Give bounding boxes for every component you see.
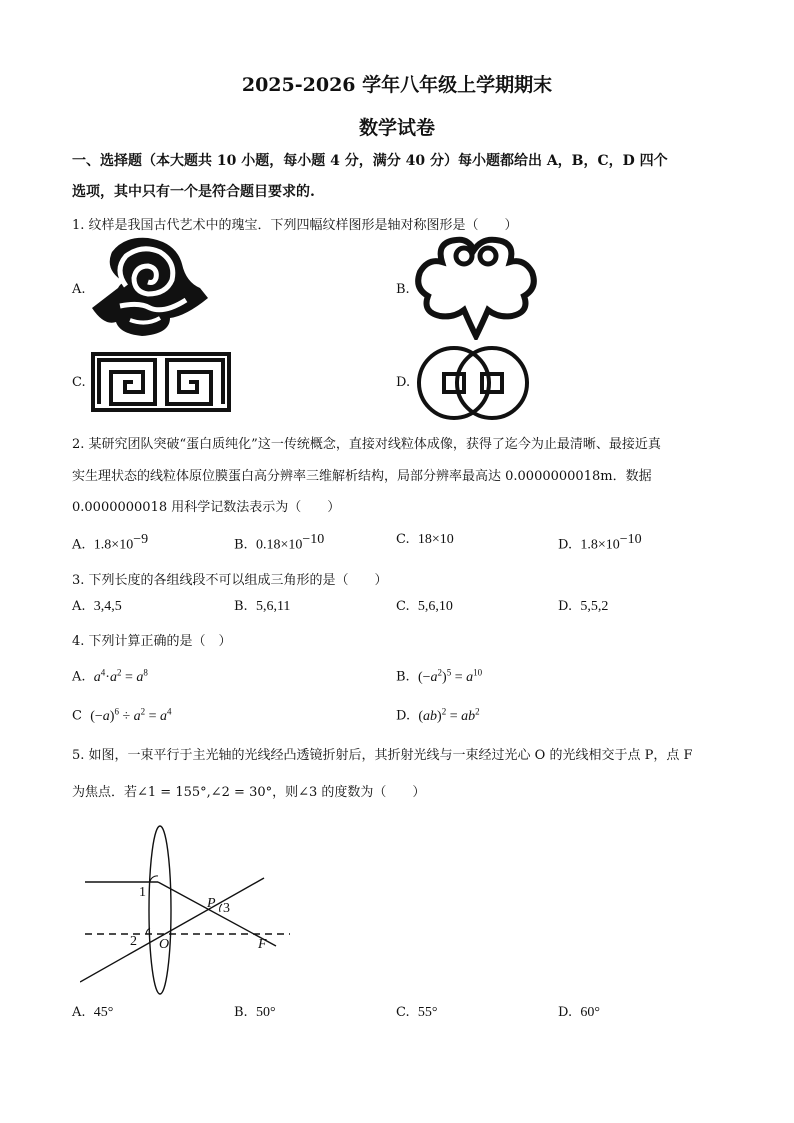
q1-label-c: C. (72, 375, 86, 390)
q5-stem-2: 为焦点．若∠1 = 155°,∠2 = 30°，则∠3 的度数为（ ） (72, 785, 426, 800)
pattern-a-swirl-icon (90, 236, 210, 340)
q1-label-b: B. (396, 282, 410, 297)
angle-3-label: 3 (223, 901, 230, 916)
q3-option-a: A. 3,4,5 (72, 599, 122, 614)
page-title: 2025-2026 学年八年级上学期期末 (241, 74, 553, 96)
q5-stem-1: 5. 如图，一束平行于主光轴的光线经凸透镜折射后，其折射光线与一束经过光心 O 的光线相交于点 P，点 F (72, 748, 693, 763)
section-heading-cont: 选项，其中只有一个是符合题目要求的. (72, 184, 315, 200)
point-p-label: P (207, 896, 216, 911)
q2-option-b: B. $0.18\times 10^{-10}$ (234, 532, 325, 553)
q4-option-b: B. $(-a^2)^5 = a^{10}$ (396, 667, 483, 685)
q1-label-a: A. (72, 282, 86, 297)
q4-stem: 4. 下列计算正确的是（ ） (72, 634, 232, 649)
q5-option-d: D. 60° (558, 1005, 600, 1020)
q3-option-c: C. 5,6,10 (396, 599, 453, 614)
q2-option-a: A. $1.8\times 10^{-9}$ (72, 532, 149, 553)
pattern-b-cloud-icon (412, 232, 540, 340)
q3-stem: 3. 下列长度的各组线段不可以组成三角形的是（ ） (72, 573, 388, 588)
q4-option-a: A. $a^4\cdot a^2 = a^8$ (72, 667, 148, 685)
pattern-c-meander-icon (91, 352, 231, 412)
lens-diagram (80, 824, 300, 996)
point-o-label: O (159, 937, 170, 952)
q2-stem-2: 实生理状态的线粒体原位膜蛋白高分辨率三维解析结构，局部分辨率最高达 0.0000000018m．数据 (72, 469, 652, 484)
q2-option-c: C. 18×10 (396, 532, 454, 547)
q3-option-b: B. 5,6,11 (234, 599, 291, 614)
q2-stem-1: 2. 某研究团队突破“蛋白质纯化”这一传统概念，直接对线粒体成像，获得了迄今为止最清晰、最接近真 (72, 437, 661, 452)
section-heading: 一、选择题（本大题共 10 小题，每小题 4 分，满分 40 分）每小题都给出 A，B，C，D 四个 (72, 153, 668, 169)
page-subtitle: 数学试卷 (358, 117, 435, 139)
q5-option-a: A. 45° (72, 1005, 114, 1020)
q1-label-d: D. (396, 375, 411, 390)
q2-stem-3: 0.0000000018 用科学记数法表示为（ ） (72, 500, 341, 515)
q4-option-d: D. $(ab)^2 = ab^2$ (396, 706, 480, 724)
point-f-label: F (258, 937, 267, 952)
pattern-d-coins-icon (414, 344, 532, 422)
q3-option-d: D. 5,5,2 (558, 599, 609, 614)
q5-option-b: B. 50° (234, 1005, 276, 1020)
q4-option-c: C $(-a)^6 \div a^2 = a^4$ (72, 706, 172, 724)
q1-stem: 1. 纹样是我国古代艺术中的瑰宝．下列四幅纹样图形是轴对称图形是（ ） (72, 218, 518, 233)
q5-option-c: C. 55° (396, 1005, 438, 1020)
angle-2-label: 2 (130, 934, 137, 949)
angle-1-label: 1 (139, 885, 146, 900)
q2-option-d: D. $1.8\times 10^{-10}$ (558, 532, 642, 553)
